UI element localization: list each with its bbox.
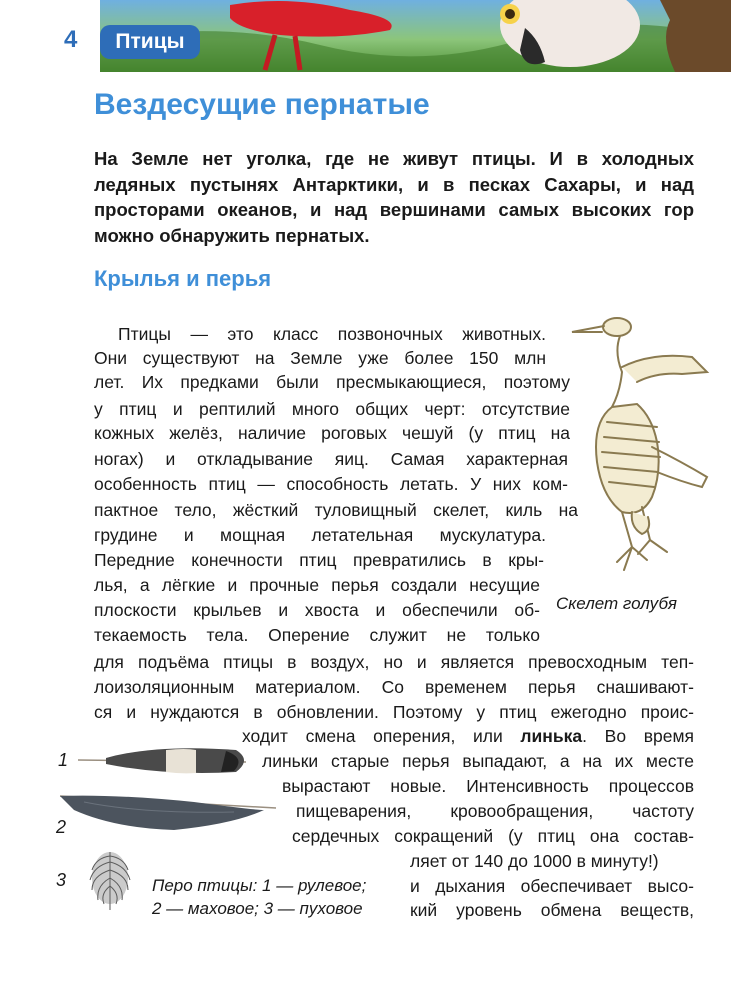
body-line: Они существуют на Земле уже более 150 млн — [94, 348, 546, 368]
body-line: особенность птиц — способность летать. У них ком- — [94, 474, 568, 494]
body-line: для подъёма птицы в воздух, но и является превосходным теп- — [94, 652, 694, 672]
body-text: . Во время — [582, 726, 694, 746]
owl-shape — [660, 0, 731, 72]
body-line: лоизоляционным материалом. Со временем перья снашивают- — [94, 677, 694, 697]
scarlet-ibis-shape — [230, 1, 392, 37]
body-line: кий уровень обмена веществ, — [410, 900, 694, 920]
body-line: у птиц и рептилий много общих черт: отсутствие — [94, 399, 570, 419]
lead-paragraph: На Земле нет уголка, где не живут птицы. И в холодных ледяных пустынях Антарктики, и в песках Сахары, и над просторами океанов, и над вершинами самых высоких гор можно обнаружить пернатых. — [94, 148, 694, 246]
body-line: Передние конечности птиц превратились в кры- — [94, 550, 544, 570]
feather-label-3: 3 — [56, 870, 67, 890]
body-line: Птицы — это класс позвоночных животных. — [118, 324, 546, 344]
body-line: ляет от 140 до 1000 в минуту!) — [410, 851, 659, 871]
body-text: ходит смена оперения, или — [242, 726, 503, 746]
body-line: ся и нуждаются в обновлении. Поэтому у птиц ежегодно проис- — [94, 702, 694, 722]
tail-feather-icon — [76, 740, 252, 780]
body-line: кожных желёз, наличие роговых чешуй (у птиц на — [94, 423, 570, 443]
body-line: ногах) и откладывание яиц. Самая характерная — [94, 449, 568, 469]
body-line: текаемость тела. Оперение служит не только — [94, 625, 540, 645]
page-number: 4 — [64, 26, 78, 53]
body-line: сердечных сокращений (у птиц она состав- — [292, 826, 694, 846]
body-line: плоскости крыльев и хвоста и обеспечили об- — [94, 600, 540, 620]
term-moult: линька — [520, 726, 583, 746]
body-line: лет. Их предками были пресмыкающиеся, поэтому — [94, 372, 570, 392]
feather-caption-line-2: 2 — маховое; 3 — пуховое — [152, 899, 363, 918]
section-subtitle: Крылья и перья — [94, 266, 272, 291]
page-title: Вездесущие пернатые — [94, 88, 430, 121]
body-line: пактное тело, жёсткий туловищный скелет, киль на — [94, 500, 578, 520]
feather-label-2: 2 — [56, 817, 67, 837]
body-line: линьки старые перья выпадают, а на их месте — [262, 751, 694, 771]
flight-feather-icon — [54, 788, 280, 838]
body-line: и дыхания обеспечивает высо- — [410, 876, 694, 896]
body-line: грудине и мощная летательная мускулатура. — [94, 525, 546, 545]
pigeon-skeleton-illustration — [562, 312, 712, 582]
body-line: лья, а лёгкие и прочные перья создали несущие — [94, 575, 540, 595]
feather-label-1: 1 — [58, 750, 69, 770]
body-line: пищеварения, кровообращения, частоту — [296, 801, 694, 821]
body-line: вырастают новые. Интенсивность процессов — [282, 776, 694, 796]
down-feather-icon — [86, 846, 134, 912]
section-tab: Птицы — [100, 25, 200, 59]
feather-caption-line-1: Перо птицы: 1 — рулевое; — [152, 876, 367, 895]
body-line-moult — [242, 724, 694, 748]
skeleton-caption: Скелет голубя — [556, 594, 677, 613]
